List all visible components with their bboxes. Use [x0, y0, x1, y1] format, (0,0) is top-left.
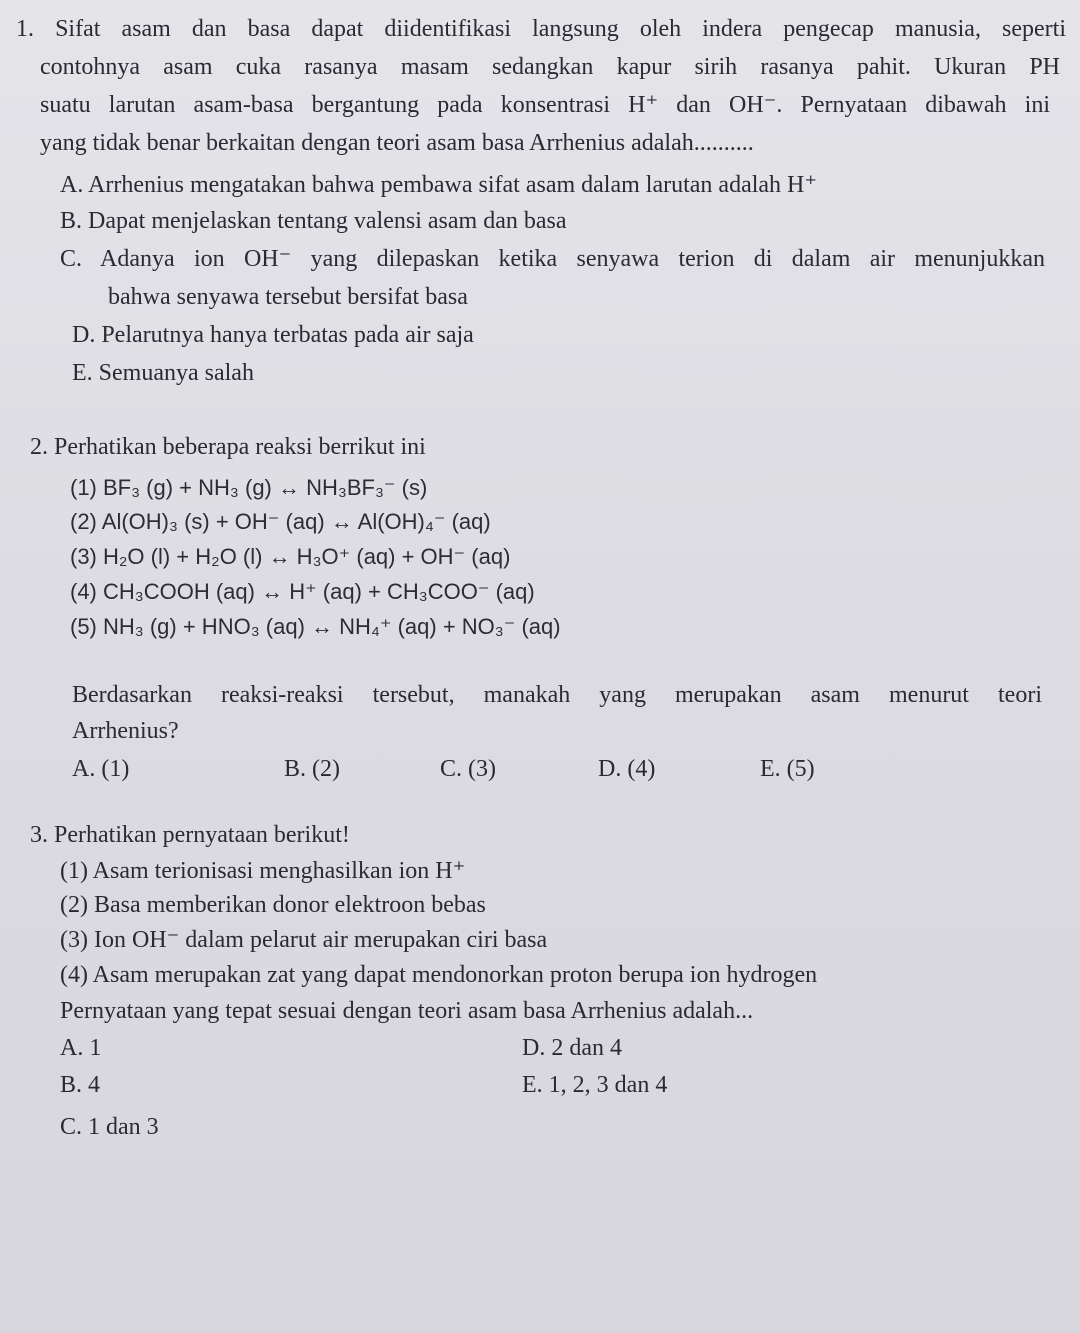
q3-statement-3: (3) Ion OH⁻ dalam pelarut air merupakan ciri basa	[60, 927, 548, 953]
q2-option-a: A. (1)	[72, 756, 130, 782]
q1-option-e: E. Semuanya salah	[72, 360, 254, 386]
q3-option-e: E. 1, 2, 3 dan 4	[522, 1072, 668, 1098]
q2-option-d: D. (4)	[598, 756, 656, 782]
q1-stem-line-1: 1. Sifat asam dan basa dapat diidentifikasi langsung oleh indera pengecap manusia, seperti	[16, 16, 1066, 42]
q2-question-line-2: Arrhenius?	[72, 718, 179, 744]
q2-reaction-3: (3) H₂O (l) + H₂O (l) ↔ H₃O⁺ (aq) + OH⁻ (aq)	[70, 544, 511, 569]
q1-stem-line-2: contohnya asam cuka rasanya masam sedangkan kapur sirih rasanya pahit. Ukuran PH	[40, 54, 1060, 80]
q2-question-line-1: Berdasarkan reaksi-reaksi tersebut, manakah yang merupakan asam menurut teori	[72, 682, 1042, 708]
q1-option-a: A. Arrhenius mengatakan bahwa pembawa sifat asam dalam larutan adalah H⁺	[60, 172, 818, 198]
q2-stem: 2. Perhatikan beberapa reaksi berrikut ini	[30, 434, 426, 460]
q2-option-e: E. (5)	[760, 756, 815, 782]
q3-statement-4: (4) Asam merupakan zat yang dapat mendonorkan proton berupa ion hydrogen	[60, 962, 818, 988]
q3-statement-2: (2) Basa memberikan donor elektroon bebas	[60, 892, 486, 918]
q1-stem-line-4: yang tidak benar berkaitan dengan teori asam basa Arrhenius adalah..........	[40, 130, 754, 156]
q1-option-c-line-2: bahwa senyawa tersebut bersifat basa	[108, 284, 468, 310]
q2-reaction-4: (4) CH₃COOH (aq) ↔ H⁺ (aq) + CH₃COO⁻ (aq)	[70, 579, 535, 604]
q3-option-d: D. 2 dan 4	[522, 1035, 622, 1061]
q3-statement-1: (1) Asam terionisasi menghasilkan ion H⁺	[60, 858, 466, 884]
q1-option-b: B. Dapat menjelaskan tentang valensi asam dan basa	[60, 208, 567, 234]
q3-option-c: C. 1 dan 3	[60, 1114, 159, 1140]
q1-stem-line-3: suatu larutan asam-basa bergantung pada konsentrasi H⁺ dan OH⁻. Pernyataan dibawah ini	[40, 92, 1050, 118]
q3-option-b: B. 4	[60, 1072, 101, 1098]
q1-option-c-line-1: C. Adanya ion OH⁻ yang dilepaskan ketika senyawa terion di dalam air menunjukkan	[60, 246, 1045, 272]
q2-option-b: B. (2)	[284, 756, 340, 782]
q3-question: Pernyataan yang tepat sesuai dengan teori asam basa Arrhenius adalah...	[60, 998, 754, 1024]
q2-reaction-2: (2) Al(OH)₃ (s) + OH⁻ (aq) ↔ Al(OH)₄⁻ (aq)	[70, 509, 491, 534]
q2-reaction-1: (1) BF₃ (g) + NH₃ (g) ↔ NH₃BF₃⁻ (s)	[70, 475, 428, 500]
q3-option-a: A. 1	[60, 1035, 102, 1061]
q2-reaction-5: (5) NH₃ (g) + HNO₃ (aq) ↔ NH₄⁺ (aq) + NO₃⁻ (aq)	[70, 614, 561, 639]
q3-stem: 3. Perhatikan pernyataan berikut!	[30, 822, 350, 848]
q2-option-c: C. (3)	[440, 756, 496, 782]
q1-option-d: D. Pelarutnya hanya terbatas pada air saja	[72, 322, 474, 348]
